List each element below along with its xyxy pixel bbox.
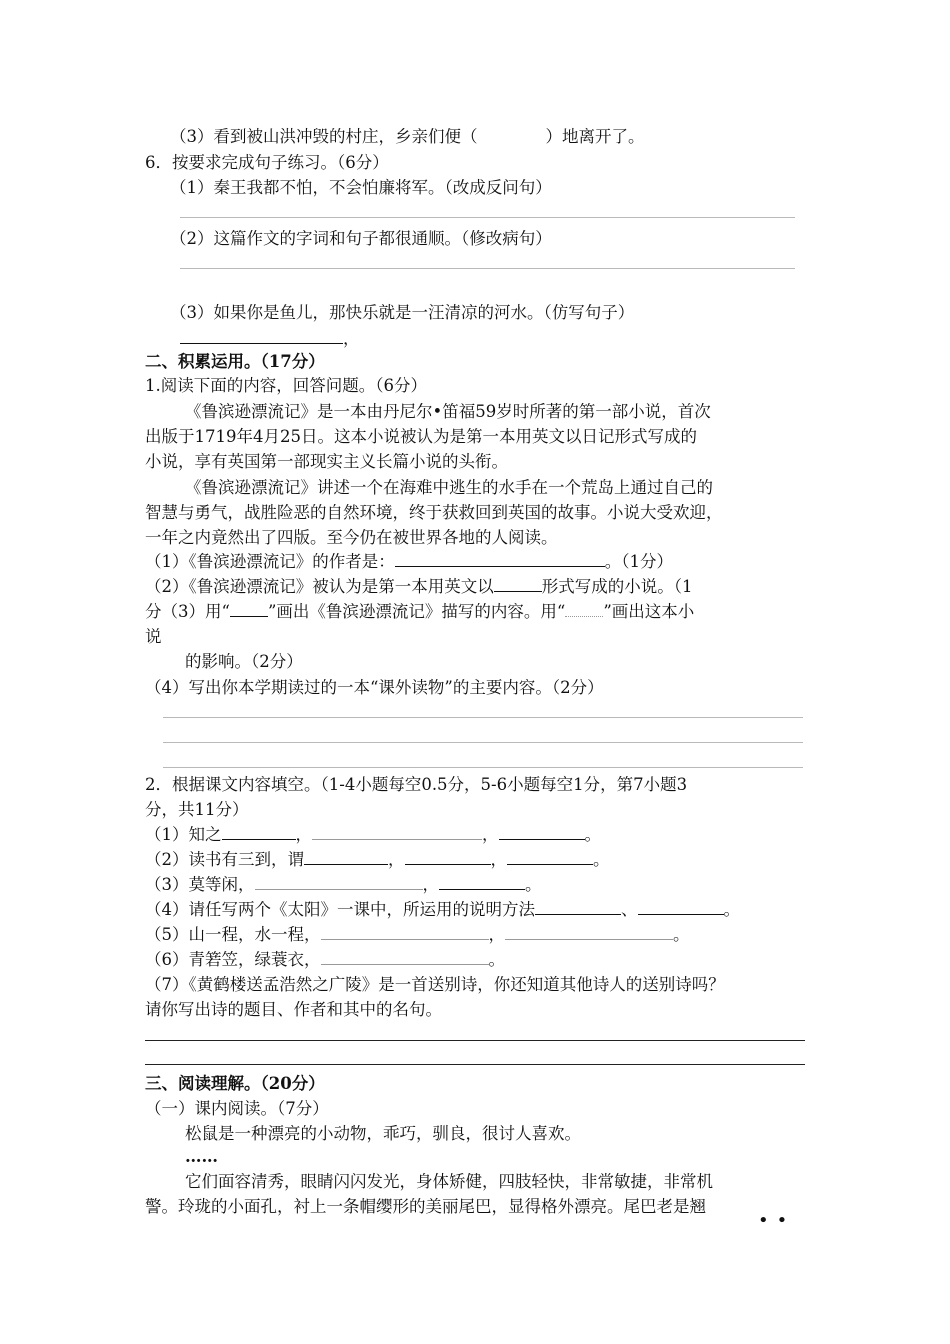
s2-q2-1-blank-1[interactable] [222,825,296,840]
q6-3-fill-line [180,328,360,350]
s2-q2-5-blank-2[interactable] [505,925,673,940]
s3-p2-line1: 它们面容清秀，眼睛闪闪发光，身体矫健，四肢轻快，非常敏捷，非常机 [185,1172,713,1191]
s2-q2-5-line [145,924,690,946]
q5-3-line [170,126,645,148]
s2-q2-3-sep: ， [422,875,439,894]
s3-sub1-title: （一）课内阅读。（7分） [145,1099,329,1118]
s2-q2-3-end: 。 [525,875,542,894]
s2-q2-1-sep-1: ， [295,825,312,844]
s2-q1-4-answer-line-3[interactable] [163,767,803,768]
q6-1-answer-line[interactable] [180,217,795,218]
q5-3-text-b: ）地离开了。 [545,127,645,146]
s2-q2-5-sep: ， [488,925,505,944]
s3-ellipsis: …… [185,1147,218,1166]
s2-q2-title-line2: 分，共11分） [145,800,249,819]
s2-q1-1-text-a: （1）《鲁滨逊漂流记》的作者是： [145,552,395,571]
s2-q2-4-blank-1[interactable] [535,900,621,915]
s2-q1-3-underline-mark [230,602,268,617]
s2-q1-4-answer-line-1[interactable] [163,717,803,718]
q6-3-blank[interactable] [180,329,343,344]
s2-q1-2-line [145,576,693,598]
s2-q2-4-line [145,899,740,921]
s2-q2-4-blank-2[interactable] [638,900,724,915]
s2-q1-p1-line1: 《鲁滨逊漂流记》是一本由丹尼尔•笛福59岁时所著的第一部小说，首次 [185,402,711,421]
s2-q2-7-answer-line-2[interactable] [145,1064,805,1065]
s2-q1-1-text-b: 。（1分） [604,552,673,571]
s2-q2-1-end: 。 [584,825,601,844]
s2-q1-3-cont: 的影响。（2分） [185,652,303,671]
s2-q1-2-text-b: 形式写成的小说。（1 [541,577,693,596]
s2-q2-1-blank-2[interactable] [312,825,482,840]
s3-emphasis-dots: •• [758,1210,796,1231]
s2-q1-title: 1.阅读下面的内容，回答问题。（6分） [145,376,427,395]
s2-q1-p1-line3: 小说，享有英国第一部现实主义长篇小说的头衔。 [145,452,508,471]
q6-2-answer-line[interactable] [180,268,795,269]
section3-title: 三、阅读理解。（20分） [145,1074,325,1093]
s2-q2-6-text-a: （6）青箬笠，绿蓑衣， [145,950,321,969]
s2-q2-3-line [145,874,542,896]
s2-q2-6-blank[interactable] [321,950,489,965]
s2-q2-7-answer-line-1[interactable] [145,1040,805,1041]
s2-q1-1-blank[interactable] [395,552,605,567]
s2-q2-2-line [145,849,610,871]
q6-3-comma: ， [343,329,360,348]
s2-q2-4-sep: 、 [621,900,638,919]
s2-q1-3-text-a: 分（3）用“ [145,602,230,621]
s2-q1-4-text: （4）写出你本学期读过的一本“课外读物”的主要内容。（2分） [145,678,604,697]
s2-q1-p1-line2: 出版于1719年4月25日。这本小说被认为是第一本用英文以日记形式写成的 [145,427,697,446]
s2-q1-1-line [145,551,673,573]
s2-q1-3-text-d: 说 [145,627,162,646]
s3-p1: 松鼠是一种漂亮的小动物，乖巧，驯良，很讨人喜欢。 [185,1124,581,1143]
s2-q2-2-blank-3[interactable] [507,850,593,865]
s2-q1-p2-line2: 智慧与勇气，战胜险恶的自然环境，终于获救回到英国的故事。小说大受欢迎， [145,503,723,522]
q6-2-text: （2）这篇作文的字词和句子都很通顺。（修改病句） [170,229,552,248]
s2-q2-5-blank-1[interactable] [321,925,489,940]
q6-1-text: （1）秦王我都不怕，不会怕廉将军。（改成反问句） [170,178,552,197]
s2-q2-7-line2: 请你写出诗的题目、作者和其中的名句。 [145,1000,442,1019]
s2-q1-2-text-a: （2）《鲁滨逊漂流记》被认为是第一本用英文以 [145,577,494,596]
s2-q2-1-sep-2: ， [482,825,499,844]
section2-title: 二、积累运用。（17分） [145,352,325,371]
q6-3-text: （3）如果你是鱼儿，那快乐就是一汪清凉的河水。（仿写句子） [170,303,635,322]
s2-q2-2-blank-1[interactable] [304,850,388,865]
s2-q2-3-blank-1[interactable] [255,875,423,890]
s2-q2-5-text-a: （5）山一程，水一程， [145,925,321,944]
s2-q2-5-end: 。 [673,925,690,944]
s2-q1-3-wavy-mark [565,602,603,617]
s2-q2-6-line [145,949,505,971]
s2-q1-3-text-c: ”画出这本小 [603,602,695,621]
s2-q2-2-sep-1: ， [388,850,405,869]
s2-q2-1-text-a: （1）知之 [145,825,222,844]
s2-q1-2-blank[interactable] [494,577,542,592]
s2-q2-3-text-a: （3）莫等闲， [145,875,255,894]
s2-q2-title-line1: 2．根据课文内容填空。（1-4小题每空0.5分，5-6小题每空1分，第7小题3 [145,775,688,794]
q6-title: 6．按要求完成句子练习。（6分） [145,153,389,172]
s2-q2-2-end: 。 [593,850,610,869]
s2-q1-p2-line1: 《鲁滨逊漂流记》讲述一个在海难中逃生的水手在一个荒岛上通过自己的 [185,478,713,497]
s2-q2-1-blank-3[interactable] [499,825,585,840]
s2-q2-3-blank-2[interactable] [439,875,525,890]
s2-q2-2-sep-2: ， [490,850,507,869]
s2-q2-4-text-a: （4）请任写两个《太阳》一课中，所运用的说明方法 [145,900,535,919]
q5-3-text-a: （3）看到被山洪冲毁的村庄，乡亲们便（ [170,127,478,146]
s2-q2-7-line1: （7）《黄鹤楼送孟浩然之广陵》是一首送别诗，你还知道其他诗人的送别诗吗？ [145,975,725,994]
s2-q2-2-text-a: （2）读书有三到，谓 [145,850,304,869]
s3-p2-line2: 警。玲珑的小面孔，衬上一条帽缨形的美丽尾巴，显得格外漂亮。尾巴老是翘 [145,1197,706,1216]
s2-q1-p2-line3: 一年之内竟然出了四版。至今仍在被世界各地的人阅读。 [145,528,558,547]
s2-q2-6-end: 。 [488,950,505,969]
s2-q2-1-line [145,824,601,846]
s2-q2-4-end: 。 [723,900,740,919]
s2-q1-4-answer-line-2[interactable] [163,742,803,743]
s2-q1-3-text-b: ”画出《鲁滨逊漂流记》描写的内容。用“ [267,602,566,621]
s2-q2-2-blank-2[interactable] [405,850,491,865]
s2-q1-3-line [145,601,694,623]
